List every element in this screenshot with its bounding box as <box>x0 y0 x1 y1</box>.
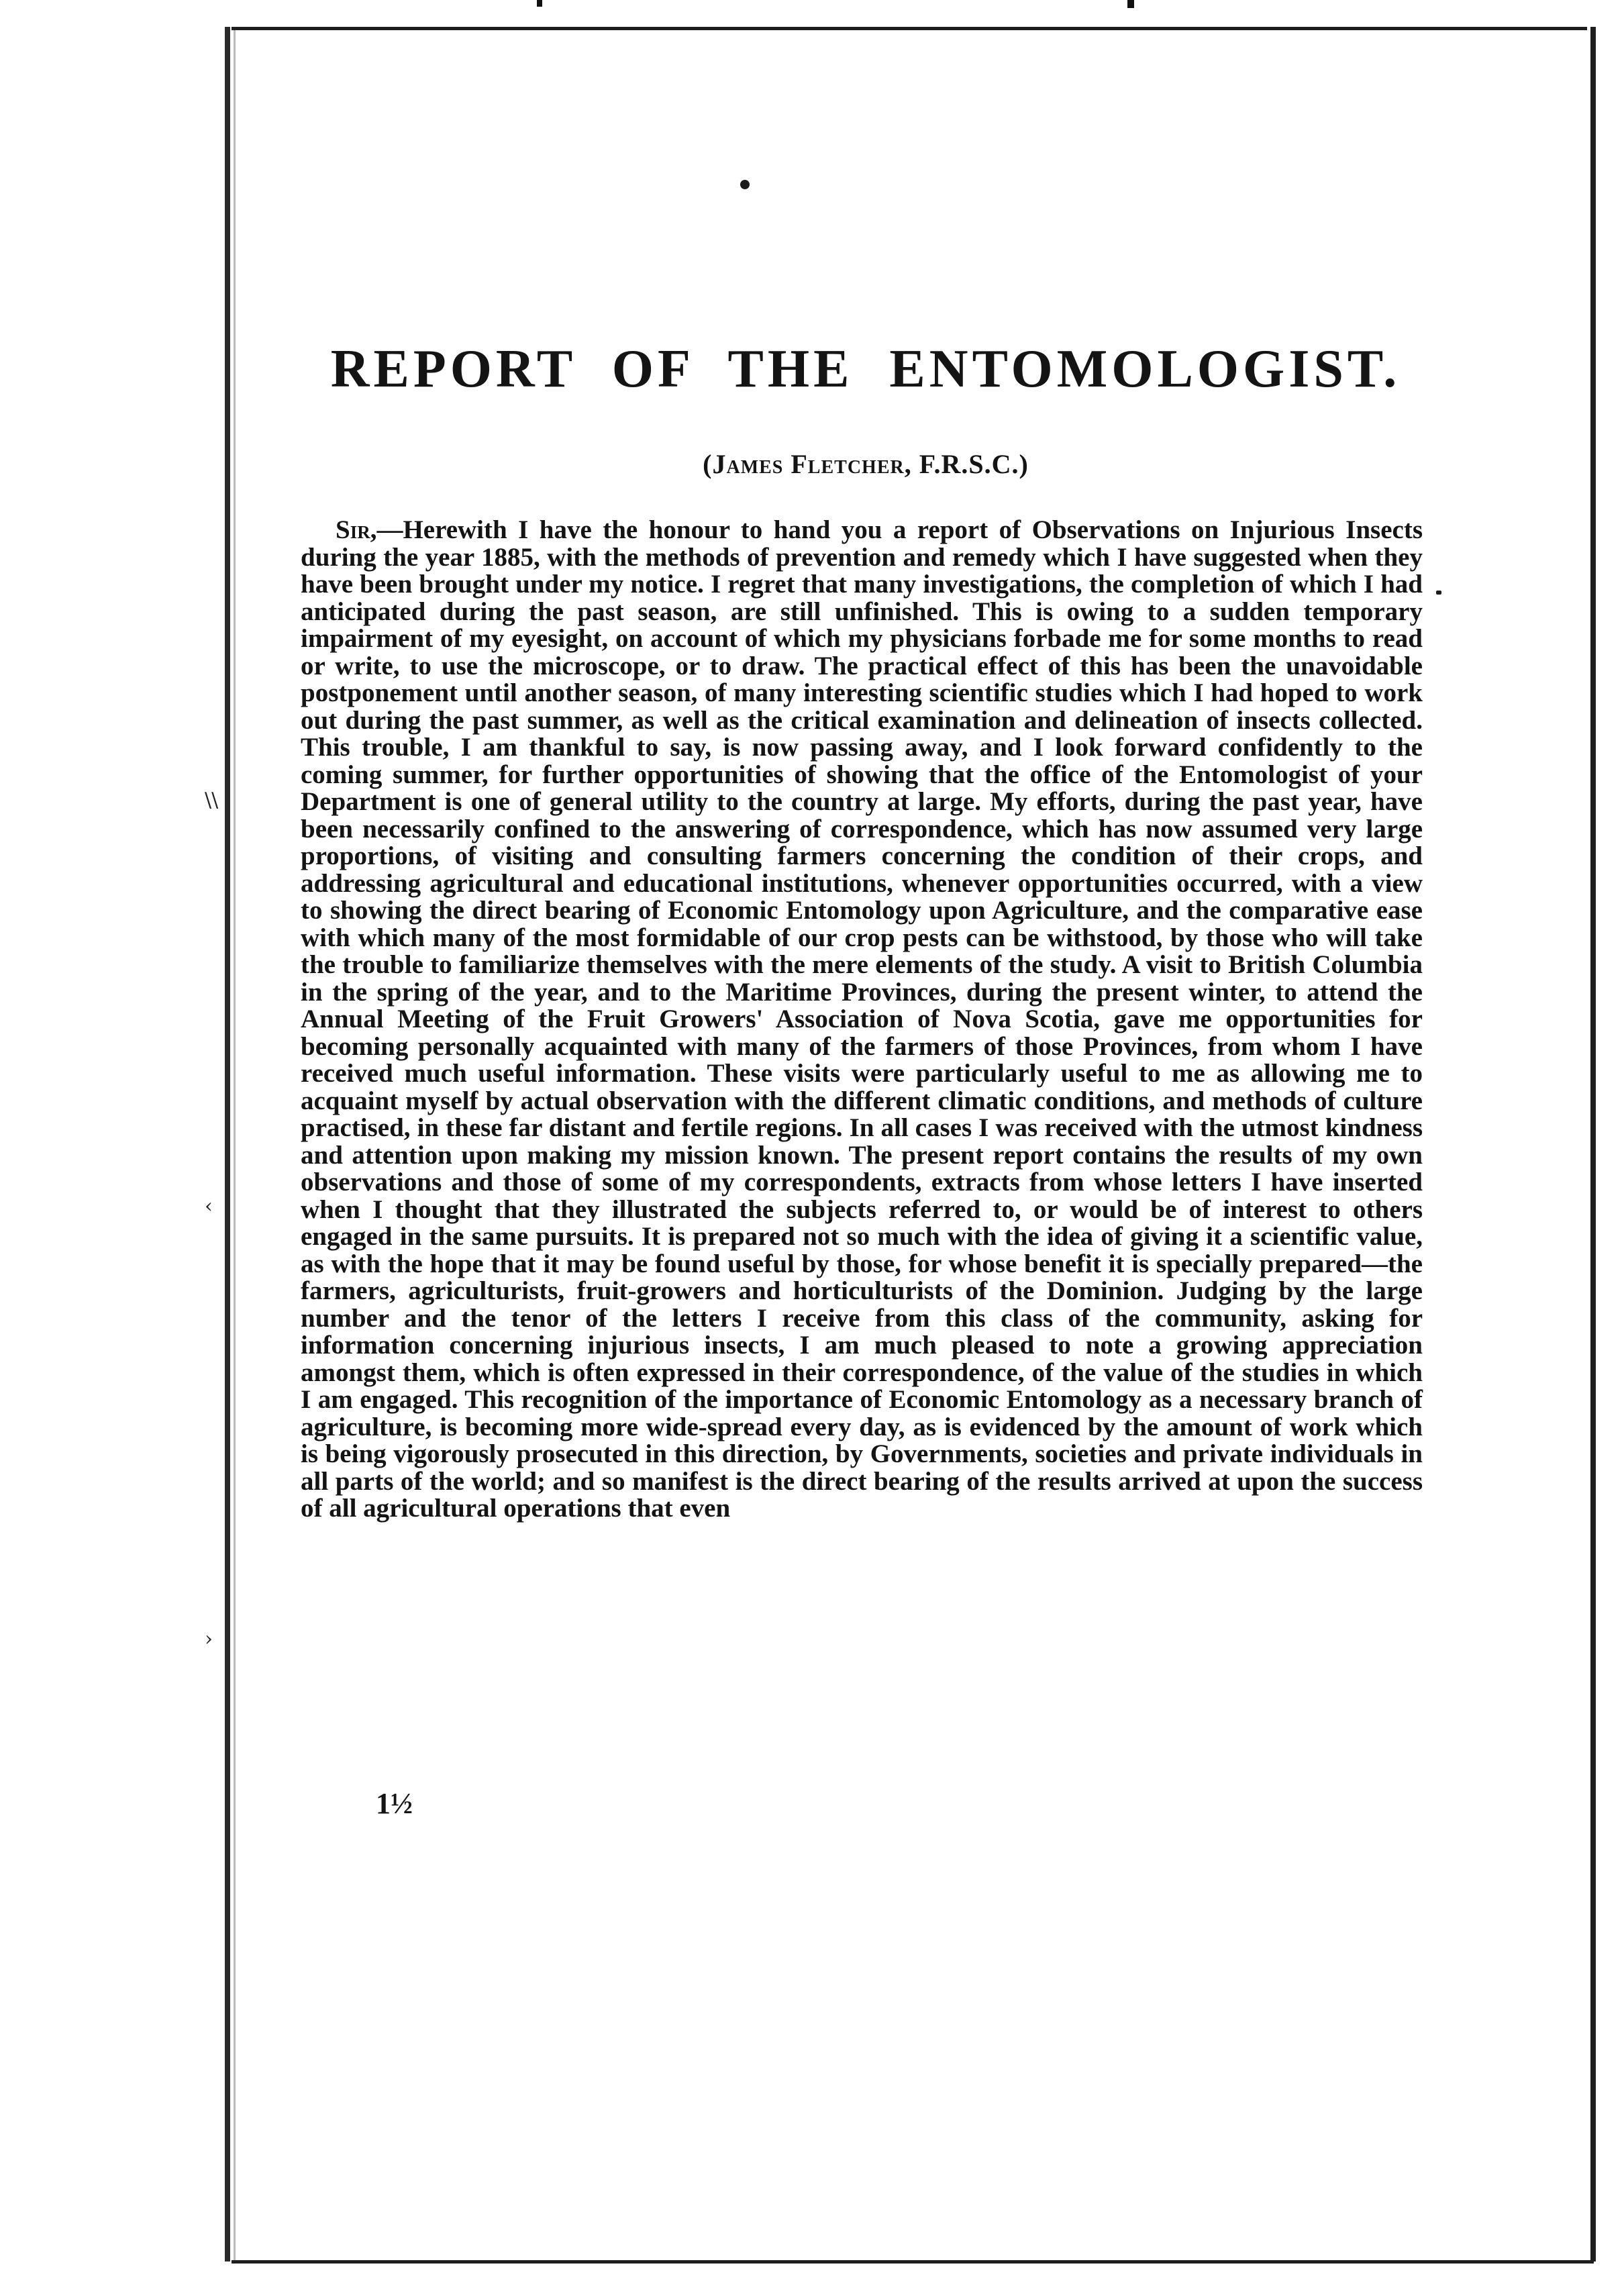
signature-mark: 1½ <box>376 1787 413 1820</box>
margin-tick-mark: ‹ <box>205 1195 213 1218</box>
margin-tick-mark: \\ <box>205 789 219 812</box>
page-right-edge <box>1590 27 1596 2261</box>
margin-tick-mark: › <box>205 1627 213 1651</box>
report-body <box>301 517 1423 1523</box>
facing-page-strip <box>0 0 232 2287</box>
page-gutter-shadow <box>234 27 236 2261</box>
author-byline <box>289 448 1443 480</box>
byline-open-paren: ( <box>703 449 713 479</box>
body-paragraph: ,—Herewith I have the honour to hand you a report of Observations on Injurious Insects during the year 1885, with the methods of prevention and remedy which I have suggested when they have been brought under my notice. I regret that many investigations, the completion of which I had anticipated during the past season, are still unfinished. This is owing to a sudden temporary impairment of my eyesight, on account of which my physicians forbade me for some months to read or write, to use the microscope, or to draw. The practical effect of this has been the unavoidable postponement until another season, of many interesting scientific studies which I had hoped to work out during the past summer, as well as the critical examination and delineation of insects collected. This trouble, I am thankful to say, is now passing away, and I look forward confidently to the coming summer, for further opportunities of showing that the office of the Entomologist of your Department is one of general utility to the country at large. My efforts, during the past year, have been necessarily confined to the answering of correspondence, which has now assumed very large proportions, of visiting and consulting farmers concerning the condition of their crops, and addressing agricultural and educational institutions, whenever opportunities occurred, with a view to showing the direct bearing of Economic Entomology upon Agriculture, and the comparative ease with which many of the most formidable of our crop pests can be withstood, by those who will take the trouble to familiarize themselves with the mere elements of the study. A visit to British Columbia in the spring of the year, and to the Maritime Provinces, during the present winter, to attend the Annual Meeting of the Fruit Growers' Association of Nova Scotia, gave me opportunities for becoming personally acquainted with many of the farmers of those Provinces, from whom I have received much useful information. These visits were particularly useful to me as allowing me to acquaint myself by actual observation with the different climatic conditions, and methods of culture practised, in these far distant and fertile regions. In all cases I was received with the utmost kindness and attention upon making my mission known. The present report contains the results of my own observations and those of some of my correspondents, extracts from whose letters I have inserted when I thought that they illustrated the subjects referred to, or would be of interest to others engaged in the same pursuits. It is prepared not so much with the idea of giving it a scientific value, as with the hope that it may be found useful by those, for whose benefit it is specially prepared—the farmers, agriculturists, fruit-growers and horticulturists of the Dominion. Judging by the large number and the tenor of the letters I receive from this class of the community, asking for information concerning injurious insects, I am much pleased to note a growing appreciation amongst them, which is often expressed in their correspondence, of the value of the studies in which I am engaged. This recognition of the importance of Economic Entomology as a necessary branch of agriculture, is becoming more wide-spread every day, as is evidenced by the amount of work which is being vigorously prosecuted in this direction, by Governments, societies and private individuals in all parts of the world; and so manifest is the direct bearing of the results arrived at upon the success of all agricultural operations that even <box>301 515 1423 1523</box>
report-title: REPORT OF THE ENTOMOLOGIST. <box>330 340 1401 399</box>
author-credentials: , F.R.S.C.) <box>904 449 1029 479</box>
page-gutter <box>225 27 230 2261</box>
author-name: James Fletcher <box>712 449 905 479</box>
document-page <box>289 0 1443 2287</box>
salutation: Sir <box>336 515 370 544</box>
